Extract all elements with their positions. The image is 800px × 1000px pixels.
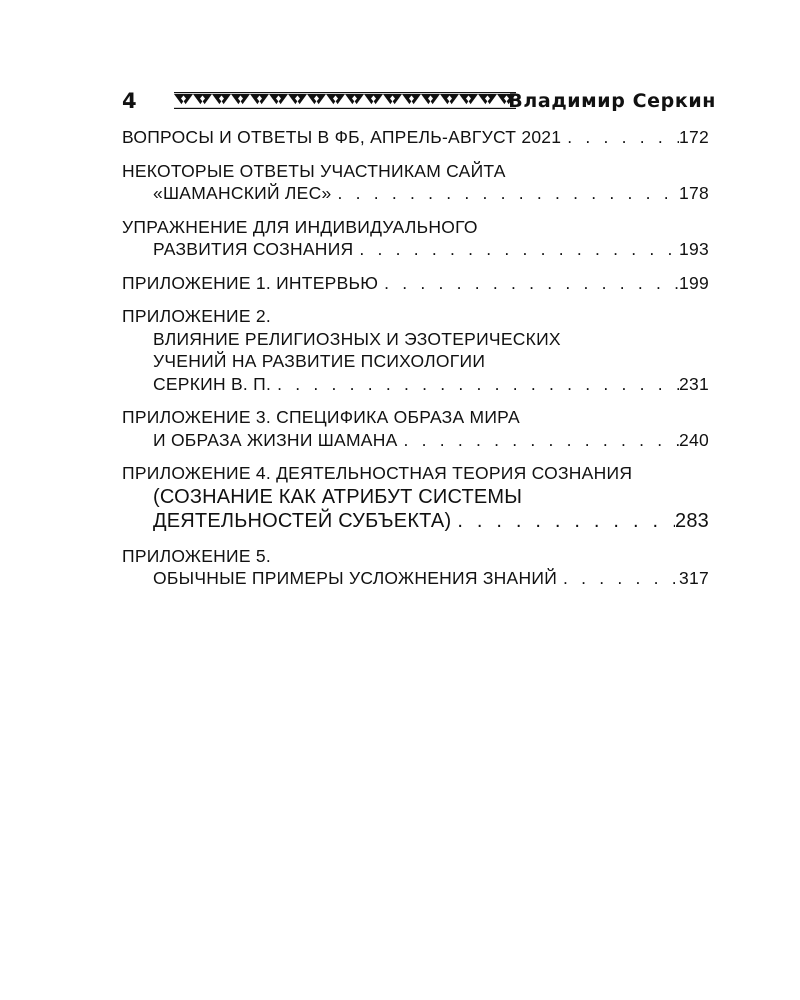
toc-entry-title: УПРАЖНЕНИЕ ДЛЯ ИНДИВИДУАЛЬНОГО [122,216,478,237]
dot-leader [271,373,679,396]
toc-entry-title-continued: «ШАМАНСКИЙ ЛЕС» [153,183,332,203]
toc-entry [122,462,709,534]
decorative-triangle-border-icon [174,92,516,109]
toc-page-number: 178 [679,183,709,203]
toc-entry-title: ПРИЛОЖЕНИЕ 2. [122,306,271,326]
toc-page-number: 283 [675,510,709,532]
dot-leader [557,567,679,590]
toc-entry-title-continued: ОБЫЧНЫЕ ПРИМЕРЫ УСЛОЖНЕНИЯ ЗНАНИЙ [153,568,558,588]
toc-entry-last-line [122,238,709,261]
running-header [122,88,716,114]
toc-entry [122,272,709,295]
toc-entry-title-continued: ВЛИЯНИЕ РЕЛИГИОЗНЫХ И ЭЗОТЕРИЧЕСКИХ [153,328,561,349]
author-name: Владимир Серкин [508,90,716,112]
toc-entry-title: ПРИЛОЖЕНИЕ 3. СПЕЦИФИКА ОБРАЗА МИРА [122,407,520,427]
toc-entry-title-continued: СЕРКИН В. П. [153,373,272,394]
dot-leader [353,238,679,261]
toc-entry-last-line [122,509,709,534]
toc-page-number: 172 [679,127,709,147]
toc-entry-title-continued: РАЗВИТИЯ СОЗНАНИЯ [153,239,354,259]
toc-page-number: 231 [679,373,709,394]
toc-page-number: 317 [679,568,709,588]
toc-entry [122,126,709,149]
toc-entry [122,160,709,205]
dot-leader [561,126,679,149]
toc-entry [122,406,709,451]
toc-entry-title-continued: И ОБРАЗА ЖИЗНИ ШАМАНА [153,429,398,450]
toc-entry-title: ПРИЛОЖЕНИЕ 1. ИНТЕРВЬЮ [122,272,379,293]
dot-leader [331,182,679,205]
toc-entry [122,545,709,590]
toc-entry-last-line [122,272,709,295]
toc-entry-title: ПРИЛОЖЕНИЕ 5. [122,545,271,566]
toc-entry-title: ПРИЛОЖЕНИЕ 4. ДЕЯТЕЛЬНОСТНАЯ ТЕОРИЯ СОЗНАНИЯ [122,463,633,483]
toc-entry-last-line [122,429,709,452]
toc-entry-last-line [122,182,709,205]
toc-entry-last-line [122,126,709,149]
dot-leader [451,509,675,534]
page-number: 4 [122,89,137,113]
toc-entry-title-continued: (СОЗНАНИЕ КАК АТРИБУТ СИСТЕМЫ [153,485,523,508]
toc-entry [122,305,709,395]
toc-entry-last-line [122,373,709,396]
toc-entry-title-continued: УЧЕНИЙ НА РАЗВИТИЕ ПСИХОЛОГИИ [153,351,486,371]
toc-entry-title-continued: ДЕЯТЕЛЬНОСТЕЙ СУБЪЕКТА) [153,510,452,532]
dot-leader [378,272,679,295]
toc-entry-last-line [122,567,709,590]
table-of-contents [122,126,709,601]
toc-page-number: 240 [679,429,709,450]
toc-entry-title: НЕКОТОРЫЕ ОТВЕТЫ УЧАСТНИКАМ САЙТА [122,160,506,181]
dot-leader [398,429,680,452]
toc-entry [122,216,709,261]
toc-page-number: 199 [679,272,709,293]
toc-page-number: 193 [679,239,709,259]
toc-entry-title: ВОПРОСЫ И ОТВЕТЫ В ФБ, АПРЕЛЬ-АВГУСТ 2021 [122,127,562,147]
